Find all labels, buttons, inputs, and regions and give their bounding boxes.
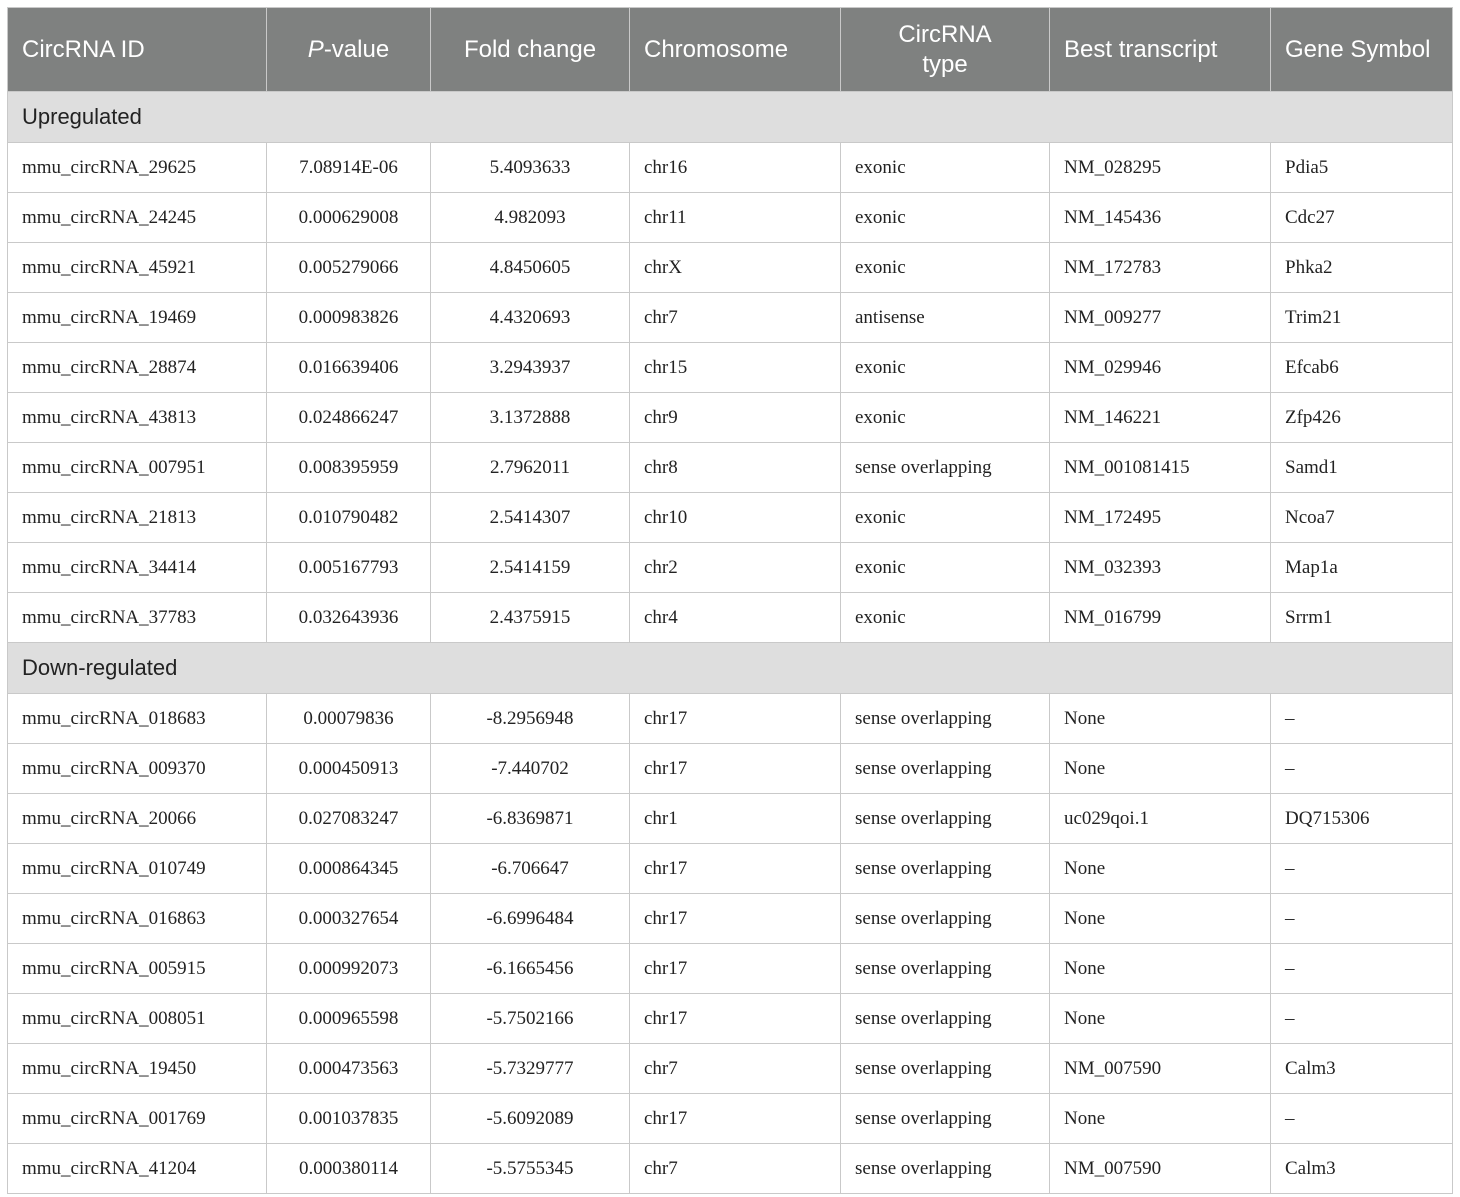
cell-gene-symbol: – [1271, 694, 1453, 744]
cell-circrna-id: mmu_circRNA_007951 [8, 443, 267, 493]
cell-fold-change: 2.5414307 [431, 493, 630, 543]
cell-circrna-id: mmu_circRNA_37783 [8, 593, 267, 643]
table-row [8, 193, 1453, 243]
cell-circrna-id: mmu_circRNA_34414 [8, 543, 267, 593]
cell-gene-symbol: Srrm1 [1271, 593, 1453, 643]
cell-circrna-id: mmu_circRNA_001769 [8, 1094, 267, 1144]
cell-chromosome: chr16 [630, 143, 841, 193]
cell-best-transcript: None [1050, 1094, 1271, 1144]
cell-gene-symbol: DQ715306 [1271, 794, 1453, 844]
cell-p-value: 0.027083247 [267, 794, 431, 844]
table-row [8, 944, 1453, 994]
cell-gene-symbol: Efcab6 [1271, 343, 1453, 393]
cell-fold-change: -6.706647 [431, 844, 630, 894]
header-fold-change: Fold change [431, 8, 630, 92]
table-row [8, 243, 1453, 293]
header-p-italic: P [307, 35, 324, 63]
cell-circrna-id: mmu_circRNA_19469 [8, 293, 267, 343]
cell-circrna-id: mmu_circRNA_24245 [8, 193, 267, 243]
cell-p-value: 0.008395959 [267, 443, 431, 493]
cell-circrna-type: exonic [841, 543, 1050, 593]
table-row [8, 994, 1453, 1044]
cell-best-transcript: None [1050, 894, 1271, 944]
section-row-upregulated [8, 92, 1453, 143]
cell-chromosome: chr4 [630, 593, 841, 643]
header-gene-symbol: Gene Symbol [1271, 8, 1453, 92]
cell-circrna-id: mmu_circRNA_45921 [8, 243, 267, 293]
cell-circrna-type: sense overlapping [841, 443, 1050, 493]
cell-p-value: 0.032643936 [267, 593, 431, 643]
cell-gene-symbol: – [1271, 894, 1453, 944]
cell-p-value: 0.001037835 [267, 1094, 431, 1144]
cell-best-transcript: None [1050, 994, 1271, 1044]
header-type-line1: CircRNA [898, 20, 992, 48]
table-row [8, 493, 1453, 543]
cell-circrna-type: sense overlapping [841, 1044, 1050, 1094]
cell-circrna-id: mmu_circRNA_28874 [8, 343, 267, 393]
cell-gene-symbol: – [1271, 944, 1453, 994]
cell-fold-change: 5.4093633 [431, 143, 630, 193]
table-row [8, 443, 1453, 493]
table-row [8, 794, 1453, 844]
cell-circrna-type: sense overlapping [841, 844, 1050, 894]
section-label-upregulated: Upregulated [8, 92, 1453, 143]
cell-circrna-type: sense overlapping [841, 894, 1050, 944]
cell-chromosome: chr1 [630, 794, 841, 844]
cell-fold-change: -8.2956948 [431, 694, 630, 744]
table-row [8, 293, 1453, 343]
cell-circrna-type: antisense [841, 293, 1050, 343]
section-label-downregulated: Down-regulated [8, 643, 1453, 694]
cell-fold-change: -6.8369871 [431, 794, 630, 844]
cell-fold-change: -5.7329777 [431, 1044, 630, 1094]
cell-p-value: 7.08914E-06 [267, 143, 431, 193]
cell-circrna-type: sense overlapping [841, 1094, 1050, 1144]
header-row [8, 8, 1453, 92]
cell-best-transcript: NM_028295 [1050, 143, 1271, 193]
cell-chromosome: chr17 [630, 894, 841, 944]
cell-best-transcript: None [1050, 694, 1271, 744]
cell-fold-change: 2.5414159 [431, 543, 630, 593]
cell-circrna-type: sense overlapping [841, 944, 1050, 994]
cell-p-value: 0.000864345 [267, 844, 431, 894]
cell-gene-symbol: Ncoa7 [1271, 493, 1453, 543]
cell-chromosome: chr17 [630, 1094, 841, 1144]
cell-best-transcript: None [1050, 944, 1271, 994]
cell-gene-symbol: Zfp426 [1271, 393, 1453, 443]
cell-circrna-type: exonic [841, 493, 1050, 543]
cell-fold-change: 4.982093 [431, 193, 630, 243]
cell-chromosome: chr8 [630, 443, 841, 493]
header-best-transcript: Best transcript [1050, 8, 1271, 92]
cell-chromosome: chr2 [630, 543, 841, 593]
table-row [8, 1044, 1453, 1094]
table-row [8, 894, 1453, 944]
cell-circrna-type: exonic [841, 243, 1050, 293]
table-row [8, 393, 1453, 443]
cell-circrna-id: mmu_circRNA_29625 [8, 143, 267, 193]
cell-fold-change: 2.7962011 [431, 443, 630, 493]
cell-p-value: 0.000380114 [267, 1144, 431, 1194]
cell-gene-symbol: Calm3 [1271, 1144, 1453, 1194]
cell-gene-symbol: Phka2 [1271, 243, 1453, 293]
cell-p-value: 0.000983826 [267, 293, 431, 343]
cell-circrna-type: sense overlapping [841, 994, 1050, 1044]
cell-best-transcript: None [1050, 844, 1271, 894]
cell-circrna-id: mmu_circRNA_19450 [8, 1044, 267, 1094]
cell-circrna-id: mmu_circRNA_41204 [8, 1144, 267, 1194]
cell-gene-symbol: – [1271, 994, 1453, 1044]
table-row [8, 844, 1453, 894]
cell-p-value: 0.016639406 [267, 343, 431, 393]
table-row [8, 1144, 1453, 1194]
cell-circrna-id: mmu_circRNA_010749 [8, 844, 267, 894]
table-row [8, 694, 1453, 744]
cell-circrna-id: mmu_circRNA_008051 [8, 994, 267, 1044]
cell-gene-symbol: – [1271, 844, 1453, 894]
cell-circrna-id: mmu_circRNA_005915 [8, 944, 267, 994]
table-row [8, 744, 1453, 794]
cell-p-value: 0.000629008 [267, 193, 431, 243]
cell-gene-symbol: Cdc27 [1271, 193, 1453, 243]
cell-chromosome: chr11 [630, 193, 841, 243]
cell-best-transcript: NM_007590 [1050, 1144, 1271, 1194]
circrna-table [7, 7, 1453, 1194]
cell-fold-change: -5.5755345 [431, 1144, 630, 1194]
cell-best-transcript: NM_001081415 [1050, 443, 1271, 493]
cell-chromosome: chr17 [630, 844, 841, 894]
cell-p-value: 0.000965598 [267, 994, 431, 1044]
cell-circrna-type: exonic [841, 393, 1050, 443]
cell-circrna-type: exonic [841, 343, 1050, 393]
cell-best-transcript: None [1050, 744, 1271, 794]
cell-circrna-type: exonic [841, 593, 1050, 643]
cell-chromosome: chr17 [630, 944, 841, 994]
table-row [8, 593, 1453, 643]
cell-fold-change: 2.4375915 [431, 593, 630, 643]
header-chromosome: Chromosome [630, 8, 841, 92]
cell-circrna-id: mmu_circRNA_20066 [8, 794, 267, 844]
header-circrna-type [841, 8, 1050, 92]
cell-best-transcript: uc029qoi.1 [1050, 794, 1271, 844]
cell-circrna-id: mmu_circRNA_009370 [8, 744, 267, 794]
cell-circrna-id: mmu_circRNA_016863 [8, 894, 267, 944]
cell-circrna-type: sense overlapping [841, 794, 1050, 844]
cell-gene-symbol: Map1a [1271, 543, 1453, 593]
cell-chromosome: chr9 [630, 393, 841, 443]
cell-gene-symbol: Samd1 [1271, 443, 1453, 493]
cell-circrna-type: exonic [841, 143, 1050, 193]
cell-circrna-id: mmu_circRNA_43813 [8, 393, 267, 443]
cell-chromosome: chr17 [630, 994, 841, 1044]
cell-gene-symbol: – [1271, 744, 1453, 794]
cell-chromosome: chr15 [630, 343, 841, 393]
cell-p-value: 0.024866247 [267, 393, 431, 443]
cell-chromosome: chr7 [630, 293, 841, 343]
cell-best-transcript: NM_145436 [1050, 193, 1271, 243]
cell-fold-change: 3.1372888 [431, 393, 630, 443]
cell-chromosome: chr7 [630, 1044, 841, 1094]
cell-best-transcript: NM_016799 [1050, 593, 1271, 643]
cell-gene-symbol: – [1271, 1094, 1453, 1144]
cell-fold-change: 4.4320693 [431, 293, 630, 343]
cell-chromosome: chrX [630, 243, 841, 293]
cell-fold-change: 3.2943937 [431, 343, 630, 393]
table-row [8, 343, 1453, 393]
cell-circrna-id: mmu_circRNA_21813 [8, 493, 267, 543]
cell-best-transcript: NM_029946 [1050, 343, 1271, 393]
cell-circrna-type: sense overlapping [841, 1144, 1050, 1194]
table-row [8, 1094, 1453, 1144]
table-body [8, 92, 1453, 1194]
cell-best-transcript: NM_146221 [1050, 393, 1271, 443]
cell-circrna-id: mmu_circRNA_018683 [8, 694, 267, 744]
cell-fold-change: -6.1665456 [431, 944, 630, 994]
cell-best-transcript: NM_172495 [1050, 493, 1271, 543]
cell-fold-change: -7.440702 [431, 744, 630, 794]
header-p-value [267, 8, 431, 92]
section-row-downregulated [8, 643, 1453, 694]
cell-chromosome: chr17 [630, 694, 841, 744]
cell-circrna-type: exonic [841, 193, 1050, 243]
cell-p-value: 0.005279066 [267, 243, 431, 293]
header-circrna-id: CircRNA ID [8, 8, 267, 92]
cell-p-value: 0.005167793 [267, 543, 431, 593]
cell-gene-symbol: Calm3 [1271, 1044, 1453, 1094]
cell-p-value: 0.000473563 [267, 1044, 431, 1094]
cell-fold-change: -6.6996484 [431, 894, 630, 944]
cell-circrna-type: sense overlapping [841, 694, 1050, 744]
cell-chromosome: chr7 [630, 1144, 841, 1194]
cell-fold-change: -5.6092089 [431, 1094, 630, 1144]
cell-p-value: 0.000992073 [267, 944, 431, 994]
cell-p-value: 0.000450913 [267, 744, 431, 794]
cell-best-transcript: NM_007590 [1050, 1044, 1271, 1094]
cell-best-transcript: NM_009277 [1050, 293, 1271, 343]
cell-best-transcript: NM_032393 [1050, 543, 1271, 593]
header-type-line2: type [922, 50, 968, 78]
cell-fold-change: 4.8450605 [431, 243, 630, 293]
cell-p-value: 0.000327654 [267, 894, 431, 944]
header-p-rest: -value [323, 35, 390, 63]
cell-p-value: 0.00079836 [267, 694, 431, 744]
cell-chromosome: chr10 [630, 493, 841, 543]
cell-p-value: 0.010790482 [267, 493, 431, 543]
cell-fold-change: -5.7502166 [431, 994, 630, 1044]
cell-gene-symbol: Pdia5 [1271, 143, 1453, 193]
cell-gene-symbol: Trim21 [1271, 293, 1453, 343]
cell-chromosome: chr17 [630, 744, 841, 794]
cell-best-transcript: NM_172783 [1050, 243, 1271, 293]
cell-circrna-type: sense overlapping [841, 744, 1050, 794]
table-row [8, 543, 1453, 593]
table-row [8, 143, 1453, 193]
